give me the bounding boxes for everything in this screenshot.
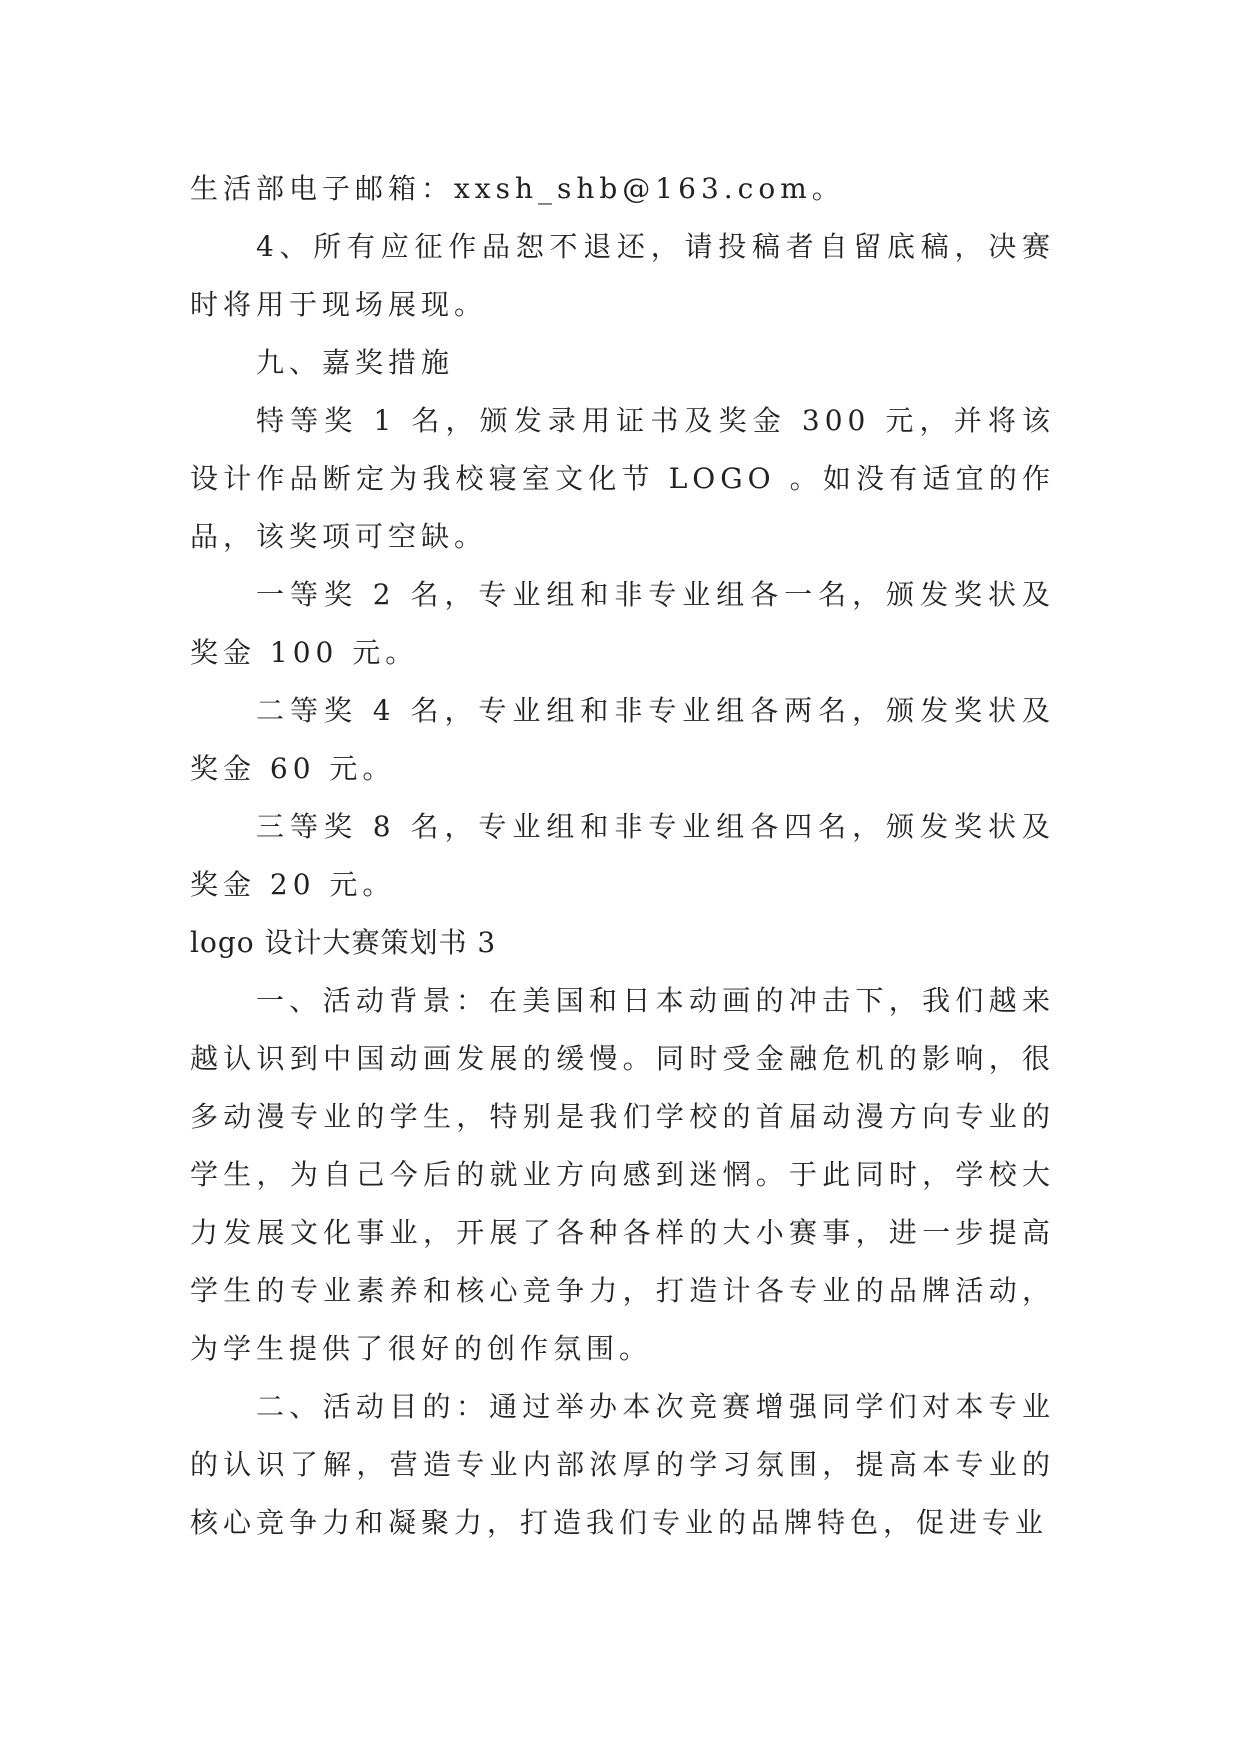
- document-title-3: logo 设计大赛策划书 3: [190, 926, 497, 959]
- paragraph-second-prize: 二等奖 4 名，专业组和非专业组各两名，颁发奖状及奖金 60 元。: [190, 694, 1055, 785]
- paragraph-first-prize: 一等奖 2 名，专业组和非专业组各一名，颁发奖状及奖金 100 元。: [190, 578, 1055, 669]
- paragraph-background: 一、活动背景：在美国和日本动画的冲击下，我们越来越认识到中国动画发展的缓慢。同时受金融危机的影响，很多动漫专业的学生，特别是我们学校的首届动漫方向专业的学生，为自己今后的就业方向感到迷惘。于此同时，学校大力发展文化事业，开展了各种各样的大小赛事，进一步提高学生的专业素养和核心竞争力，打造计各专业的品牌活动，为学生提供了很好的创作氛围。: [190, 984, 1055, 1365]
- document-body: [190, 160, 1055, 1552]
- paragraph-grand-prize: 特等奖 1 名，颁发录用证书及奖金 300 元，并将该设计作品断定为我校寝室文化节 LOGO 。如没有适宜的作品，该奖项可空缺。: [190, 404, 1055, 553]
- paragraph-email: 生活部电子邮箱：xxsh_shb@163.com。: [190, 172, 845, 205]
- paragraph-third-prize: 三等奖 8 名，专业组和非专业组各四名，颁发奖状及奖金 20 元。: [190, 810, 1055, 901]
- paragraph-purpose: 二、活动目的：通过举办本次竞赛增强同学们对本专业的认识了解，营造专业内部浓厚的学习氛围，提高本专业的核心竞争力和凝聚力，打造我们专业的品牌特色，促进专业: [190, 1390, 1055, 1539]
- paragraph-submission-rule-4: 4、所有应征作品恕不退还，请投稿者自留底稿，决赛时将用于现场展现。: [190, 230, 1055, 321]
- section-heading-awards: 九、嘉奖措施: [256, 346, 455, 379]
